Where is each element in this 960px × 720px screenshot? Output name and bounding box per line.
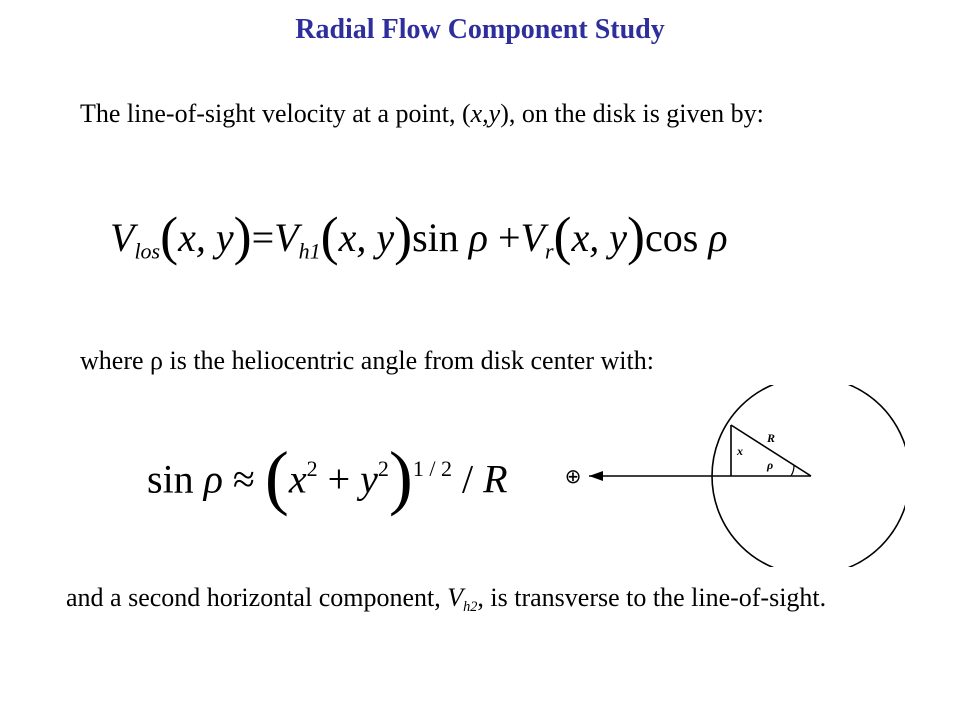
outro-text-after: , is transverse to the line-of-sight. <box>477 583 827 612</box>
eq2-y: y <box>360 456 378 502</box>
eq2-plus: + <box>327 456 351 502</box>
eq1-vh1-subscript: h1 <box>298 238 321 264</box>
eq2-rho: ρ <box>203 456 223 502</box>
diagram-label-x: x <box>737 444 743 458</box>
diagram-label-R: R <box>767 431 776 445</box>
diagram-label-rho: ρ <box>767 458 774 472</box>
eq1-equals: = <box>251 215 275 260</box>
eq1-args-3: x, y <box>571 215 628 260</box>
eq1-args-2: x, y <box>338 215 395 260</box>
eq2-x: x <box>288 456 307 502</box>
where-text: where ρ is the heliocentric angle from disk center with: <box>80 346 654 375</box>
disk-geometry-diagram <box>553 385 905 567</box>
eq1-vlos-subscript: los <box>134 238 161 264</box>
line-of-sight-equation: $V_{los}(x$, $y)=V_{h1}(x$, y)sin $\rho +V_r(x$, y)cos ρ <box>110 206 728 267</box>
eq2-x-squared: 2 <box>306 456 318 481</box>
eq2-exponent: 1 / 2 <box>412 456 453 481</box>
intro-text-after: ), on the disk is given by: <box>500 99 764 128</box>
eq2-sin: sin <box>147 456 194 502</box>
eq1-sin: sin <box>412 215 459 260</box>
eq2-divide: / <box>462 456 474 502</box>
eq1-rho-1: ρ <box>468 215 488 260</box>
eq1-vlos: V <box>110 215 135 260</box>
eq1-plus: + <box>497 215 521 260</box>
eq1-rho-2: ρ <box>708 215 728 260</box>
observer-icon: ⊕ <box>564 464 582 488</box>
outro-text-before: and a second horizontal component, <box>66 583 448 612</box>
sin-rho-equation: $\sin \rho \approx (x^2 + y^2)^{1 / 2} / R$ <box>147 437 508 518</box>
eq1-vr: V <box>520 215 545 260</box>
eq2-R: R <box>483 456 508 502</box>
outro-paragraph <box>66 580 856 625</box>
eq1-cos: cos <box>645 215 699 260</box>
intro-text-before: The line-of-sight velocity at a point, ( <box>80 99 471 128</box>
eq2-approx: ≈ <box>232 456 255 502</box>
outro-v: V <box>447 583 464 612</box>
eq1-args-1: x, y <box>178 215 234 260</box>
outro-v-subscript: h2 <box>463 599 478 615</box>
eq1-vh1: V <box>274 215 299 260</box>
page-title: Radial Flow Component Study <box>295 14 665 45</box>
intro-paragraph <box>80 96 820 132</box>
intro-xy: x,y <box>470 99 501 128</box>
eq2-y-squared: 2 <box>377 456 389 481</box>
eq1-vr-subscript: r <box>544 238 554 264</box>
